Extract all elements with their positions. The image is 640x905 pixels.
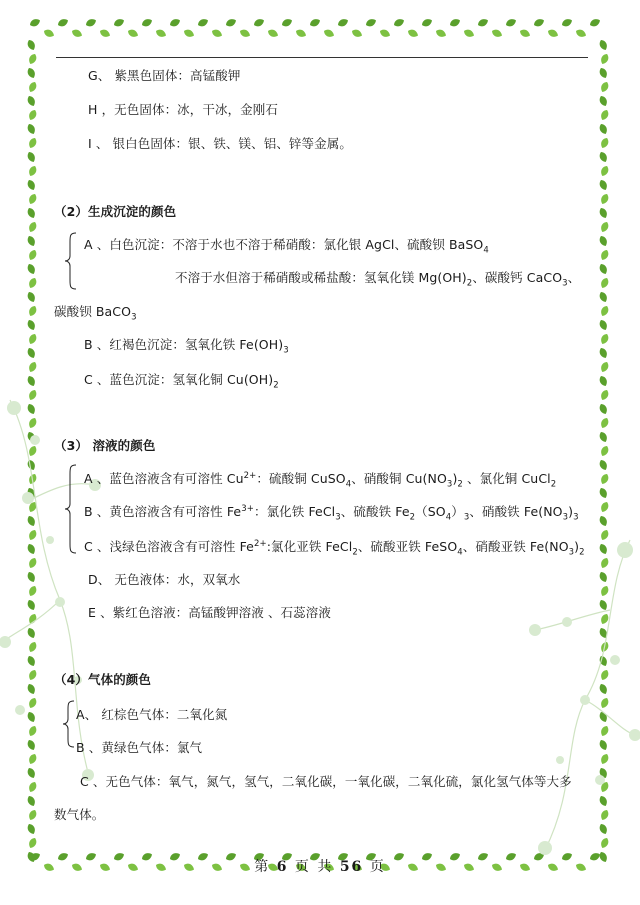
gas-item-b: B 、黄绿色气体：氯气 xyxy=(76,740,203,755)
section-heading-solution: （3） 溶液的颜色 xyxy=(54,438,156,453)
subscript: 2 xyxy=(579,547,585,558)
subscript: 3 xyxy=(562,278,568,289)
subscript: 3 xyxy=(446,479,453,490)
border-leaf xyxy=(351,28,364,39)
subscript: 3 xyxy=(463,512,470,523)
text-run: :氯化亚铁 FeCl xyxy=(266,539,353,554)
brace-solution xyxy=(64,464,78,554)
border-leaf xyxy=(26,347,37,360)
page-footer xyxy=(0,856,640,876)
border-leaf xyxy=(27,361,38,374)
border-leaf xyxy=(26,179,37,192)
border-leaf xyxy=(505,17,518,28)
border-leaf xyxy=(599,501,610,514)
text-run: C 、蓝色沉淀：氢氧化铜 Cu(OH) xyxy=(84,372,274,387)
border-leaf xyxy=(599,109,610,122)
border-leaf xyxy=(71,28,84,39)
text-run: 、硫酸亚铁 FeSO xyxy=(357,539,458,554)
border-leaf xyxy=(589,17,602,28)
border-leaf xyxy=(127,28,140,39)
text-run: （SO xyxy=(415,504,446,519)
border-leaf xyxy=(598,487,609,500)
border-leaf xyxy=(421,17,434,28)
border-leaf xyxy=(598,95,609,108)
superscript: 2+ xyxy=(253,538,267,549)
precipitate-item-c xyxy=(84,371,279,389)
border-leaf xyxy=(599,389,610,402)
text-run: 、 xyxy=(567,270,581,285)
border-leaf xyxy=(337,17,350,28)
border-leaf xyxy=(57,17,70,28)
text-run: ) xyxy=(568,504,574,519)
border-leaf xyxy=(379,28,392,39)
border-leaf xyxy=(26,67,37,80)
border-leaf xyxy=(99,28,112,39)
border-leaf xyxy=(26,319,37,332)
subscript: 3 xyxy=(283,345,289,356)
precipitate-item-a-line1 xyxy=(84,236,489,254)
border-leaf xyxy=(267,28,280,39)
border-leaf xyxy=(598,179,609,192)
border-leaf xyxy=(599,53,610,66)
border-leaf xyxy=(599,277,610,290)
gas-item-c-line1: C 、无色气体：氧气，氮气，氢气，二氧化碳，一氧化碳，二氧化硫，氯化氢气体等大多 xyxy=(80,774,572,789)
precipitate-item-a-line2 xyxy=(175,269,580,287)
border-leaf xyxy=(598,39,609,52)
brace-precipitate xyxy=(64,232,78,290)
section-heading-gas: （4）气体的颜色 xyxy=(54,672,151,687)
border-leaf xyxy=(598,515,609,528)
border-leaf xyxy=(113,17,126,28)
precipitate-item-b xyxy=(84,336,289,354)
border-leaf xyxy=(463,28,476,39)
border-leaf xyxy=(598,235,609,248)
solution-item-d: D、 无色液体：水，双氧水 xyxy=(88,572,241,587)
text-run: 碳酸钡 BaCO xyxy=(54,304,132,319)
superscript: 2+ xyxy=(243,470,257,481)
subscript: 3 xyxy=(568,547,575,558)
solid-item-i: I 、 银白色固体：银、铁、镁、铝、锌等金属。 xyxy=(88,136,352,151)
solution-item-b xyxy=(84,503,579,521)
subscript: 4 xyxy=(445,512,452,523)
border-leaf xyxy=(197,17,210,28)
subscript: 2 xyxy=(550,479,557,490)
section-heading-precipitate: （2）生成沉淀的颜色 xyxy=(54,204,177,219)
border-leaf xyxy=(85,17,98,28)
border-leaf xyxy=(598,291,609,304)
border-leaf xyxy=(599,249,610,262)
subscript: 3 xyxy=(573,512,579,523)
text-run: 、硝酸铁 Fe(NO xyxy=(469,504,563,519)
border-leaf xyxy=(155,28,168,39)
border-leaf xyxy=(598,123,609,136)
border-leaf xyxy=(599,221,610,234)
text-run: 、碳酸钙 CaCO xyxy=(472,270,563,285)
text-run: ） xyxy=(451,504,464,519)
border-leaf xyxy=(309,17,322,28)
text-run: 、硝酸铜 Cu(NO xyxy=(351,471,447,486)
border-leaf xyxy=(27,249,38,262)
border-leaf xyxy=(26,235,37,248)
subscript: 3 xyxy=(335,512,341,523)
border-leaf xyxy=(183,28,196,39)
border-leaf xyxy=(27,165,38,178)
border-leaf xyxy=(547,28,560,39)
text-run: B 、红褐色沉淀：氢氧化铁 Fe(OH) xyxy=(84,337,284,352)
border-leaf xyxy=(26,95,37,108)
border-leaf xyxy=(27,221,38,234)
border-leaf xyxy=(27,193,38,206)
border-leaf xyxy=(295,28,308,39)
border-leaf xyxy=(27,53,38,66)
border-leaf xyxy=(599,473,610,486)
border-leaf xyxy=(519,28,532,39)
subscript: 4 xyxy=(457,547,463,558)
border-leaf xyxy=(253,17,266,28)
subscript: 4 xyxy=(345,479,352,490)
solid-item-h: H ，无色固体：冰，干冰，金刚石 xyxy=(88,102,278,117)
gas-item-a: A、 红棕色气体：二氧化氮 xyxy=(76,707,228,722)
border-leaf xyxy=(141,17,154,28)
border-leaf xyxy=(533,17,546,28)
brace-gas xyxy=(62,700,76,748)
border-leaf xyxy=(27,333,38,346)
border-leaf xyxy=(26,263,37,276)
border-leaf xyxy=(393,17,406,28)
border-leaf xyxy=(26,823,37,836)
border-leaf xyxy=(598,347,609,360)
solid-item-g: G、 紫黑色固体：高锰酸钾 xyxy=(88,68,241,83)
floral-decoration-right xyxy=(505,530,640,860)
border-leaf xyxy=(598,319,609,332)
border-leaf xyxy=(211,28,224,39)
border-leaf xyxy=(477,17,490,28)
border-leaf xyxy=(449,17,462,28)
border-leaf xyxy=(26,39,37,52)
gas-item-c-line2: 数气体。 xyxy=(54,807,105,822)
border-leaf xyxy=(599,137,610,150)
border-leaf xyxy=(599,417,610,430)
border-leaf xyxy=(598,459,609,472)
text-run: ：硫酸铜 CuSO xyxy=(256,471,346,486)
border-leaf xyxy=(27,305,38,318)
border-leaf xyxy=(599,445,610,458)
total-page-number: 56 xyxy=(339,859,364,875)
border-leaf xyxy=(598,151,609,164)
footer-suffix: 页 xyxy=(369,859,386,875)
border-leaf xyxy=(26,207,37,220)
border-leaf xyxy=(435,28,448,39)
text-run: 、硝酸亚铁 Fe(NO xyxy=(462,539,569,554)
border-leaf xyxy=(323,28,336,39)
solution-item-a xyxy=(84,470,556,488)
border-leaf xyxy=(598,263,609,276)
border-leaf xyxy=(599,333,610,346)
subscript: 3 xyxy=(131,312,137,323)
text-run: ：氯化铁 FeCl xyxy=(253,504,336,519)
border-leaf xyxy=(27,81,38,94)
border-leaf xyxy=(27,109,38,122)
header-rule xyxy=(56,57,588,58)
border-leaf xyxy=(43,28,56,39)
text-run: A 、白色沉淀：不溶于水也不溶于稀硝酸：氯化银 AgCl、硫酸钡 BaSO xyxy=(84,237,484,252)
border-leaf xyxy=(27,137,38,150)
text-run: A 、蓝色溶液含有可溶性 Cu xyxy=(84,471,244,486)
border-leaf xyxy=(29,17,42,28)
footer-prefix: 第 xyxy=(254,859,271,875)
subscript: 2 xyxy=(466,278,473,289)
border-leaf xyxy=(598,375,609,388)
border-leaf xyxy=(26,123,37,136)
text-run: 、硫酸铁 Fe xyxy=(340,504,410,519)
border-leaf xyxy=(491,28,504,39)
text-run: ) xyxy=(574,539,580,554)
border-leaf xyxy=(281,17,294,28)
solution-item-e: E 、紫红色溶液：高锰酸钾溶液 、石蕊溶液 xyxy=(88,605,331,620)
border-leaf xyxy=(598,207,609,220)
subscript: 2 xyxy=(409,512,416,523)
border-leaf xyxy=(575,28,588,39)
border-leaf xyxy=(365,17,378,28)
text-run: 、氯化铜 CuCl xyxy=(462,471,551,486)
border-leaf xyxy=(27,809,38,822)
text-run: ) xyxy=(452,471,458,486)
subscript: 4 xyxy=(483,245,489,256)
border-leaf xyxy=(26,291,37,304)
border-leaf xyxy=(598,67,609,80)
subscript: 2 xyxy=(273,380,279,391)
border-leaf xyxy=(598,403,609,416)
border-leaf xyxy=(599,81,610,94)
subscript: 2 xyxy=(352,547,358,558)
current-page-number: 6 xyxy=(276,859,289,875)
border-leaf xyxy=(225,17,238,28)
border-leaf xyxy=(598,431,609,444)
border-leaf xyxy=(599,361,610,374)
text-run: 不溶于水但溶于稀硝酸或稀盐酸：氢氧化镁 Mg(OH) xyxy=(175,270,467,285)
border-leaf xyxy=(169,17,182,28)
precipitate-item-a-line3 xyxy=(54,303,137,321)
border-leaf xyxy=(599,193,610,206)
footer-middle: 页 共 xyxy=(294,859,334,875)
border-leaf xyxy=(27,837,38,850)
text-run: C 、浅绿色溶液含有可溶性 Fe xyxy=(84,539,254,554)
subscript: 3 xyxy=(562,512,569,523)
border-leaf xyxy=(239,28,252,39)
superscript: 3+ xyxy=(241,503,254,514)
subscript: 2 xyxy=(457,479,463,490)
border-leaf xyxy=(407,28,420,39)
border-leaf xyxy=(26,151,37,164)
border-leaf xyxy=(599,305,610,318)
solution-item-c xyxy=(84,538,585,556)
border-leaf xyxy=(561,17,574,28)
text-run: B 、黄色溶液含有可溶性 Fe xyxy=(84,504,242,519)
border-leaf xyxy=(599,165,610,178)
border-leaf xyxy=(27,277,38,290)
